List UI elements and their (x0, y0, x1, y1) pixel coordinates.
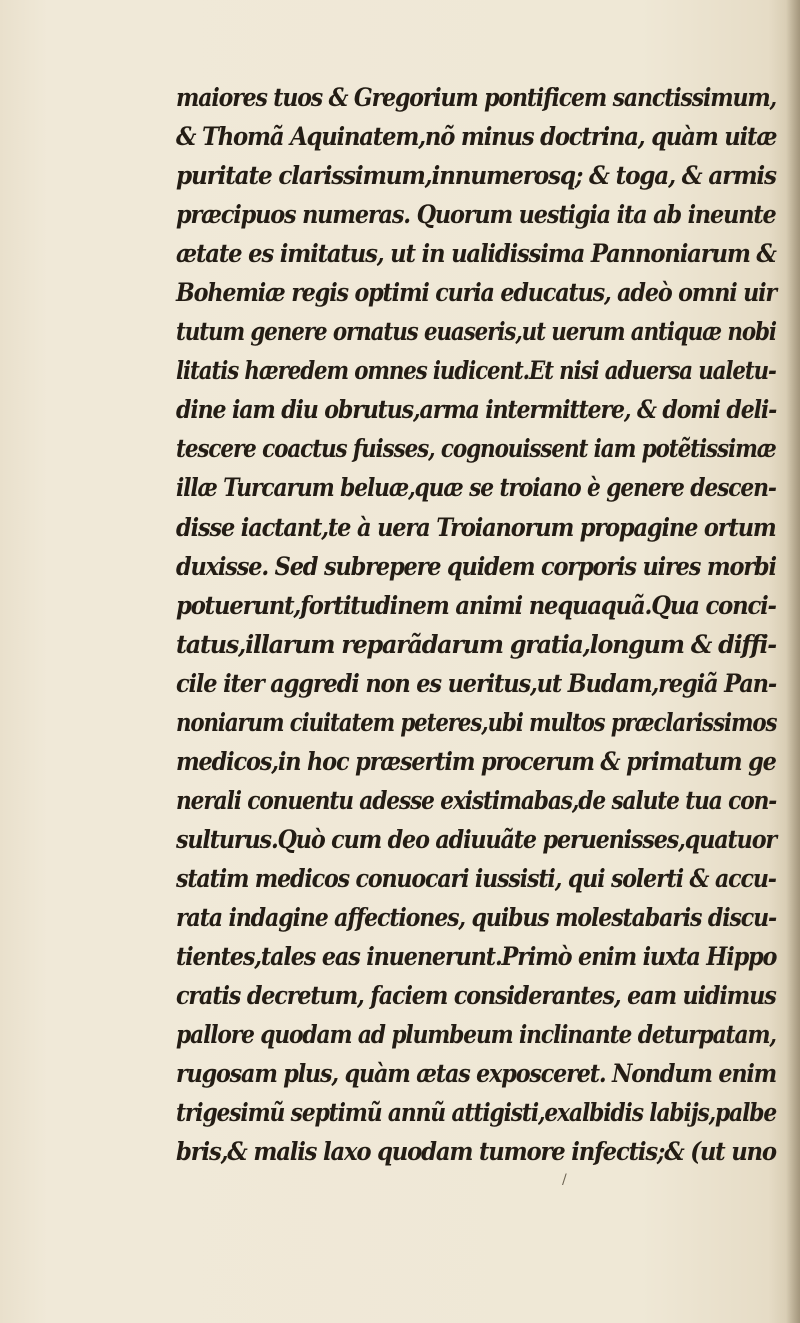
text-line: tientes,tales eas inuenerunt.Primò enim iuxta Hippo (176, 942, 777, 972)
text-line: cile iter aggredi non es ueritus,ut Budam,regiã Pan- (176, 668, 777, 698)
text-line: rata indagine affectiones, quibus molestabaris discu- (176, 902, 777, 932)
text-line: sulturus.Quò cum deo adiuuãte peruenisses,quatuor (176, 824, 777, 854)
stray-ink-mark: / (562, 1172, 567, 1188)
text-line: tescere coactus fuisses, cognouissent iam potẽtissimæ (176, 434, 776, 464)
text-line: medicos,in hoc præsertim procerum & primatum ge (176, 746, 776, 776)
text-line: maiores tuos & Gregorium pontificem sanctissimum, (176, 83, 777, 112)
text-line: & Thomã Aquinatem,nõ minus doctrina, quàm uitæ (176, 122, 777, 152)
text-line: puritate clarissimum,innumerosq; & toga, & armis (176, 161, 776, 191)
text-line: pallore quodam ad plumbeum inclinante deturpatam, (176, 1020, 776, 1050)
text-line: duxisse. Sed subrepere quidem corporis uires morbi (176, 551, 776, 581)
text-line: tatus,illarum reparãdarum gratia,longum & diffi- (176, 629, 776, 659)
text-line: nerali conuentu adesse existimabas,de salute tua con- (176, 785, 777, 815)
text-line: disse iactant,te à uera Troianorum propagine ortum (176, 512, 776, 542)
text-line: Bohemiæ regis optimi curia educatus, adeò omni uir (176, 278, 776, 308)
text-line: noniarum ciuitatem peteres,ubi multos præclarissimos (176, 707, 777, 737)
text-line: cratis decretum, faciem considerantes, eam uidimus (176, 981, 776, 1011)
text-line: tutum genere ornatus euaseris,ut uerum antiquæ nobi (176, 317, 776, 347)
page-edge-shadow (786, 0, 800, 1323)
text-line: litatis hæredem omnes iudicent.Et nisi aduersa ualetu- (176, 356, 776, 386)
text-line: potuerunt,fortitudinem animi nequaquã.Qua conci- (176, 590, 776, 620)
text-line: ætate es imitatus, ut in ualidissima Pannoniarum & (176, 239, 776, 269)
text-line: trigesimũ septimũ annũ attigisti,exalbidis labijs,palbe (176, 1098, 777, 1128)
text-line: rugosam plus, quàm ætas exposceret. Nondum enim (176, 1059, 777, 1089)
text-line: præcipuos numeras. Quorum uestigia ita ab ineunte (176, 200, 776, 230)
text-line: statim medicos conuocari iussisti, qui solerti & accu- (176, 863, 776, 893)
text-line: illæ Turcarum beluæ,quæ se troiano è genere descen- (176, 473, 776, 503)
text-line: dine iam diu obrutus,arma intermittere, & domi deli- (176, 395, 777, 425)
latin-text-block (176, 78, 776, 1171)
text-line: bris,& malis laxo quodam tumore infectis;& (ut uno (176, 1137, 776, 1167)
